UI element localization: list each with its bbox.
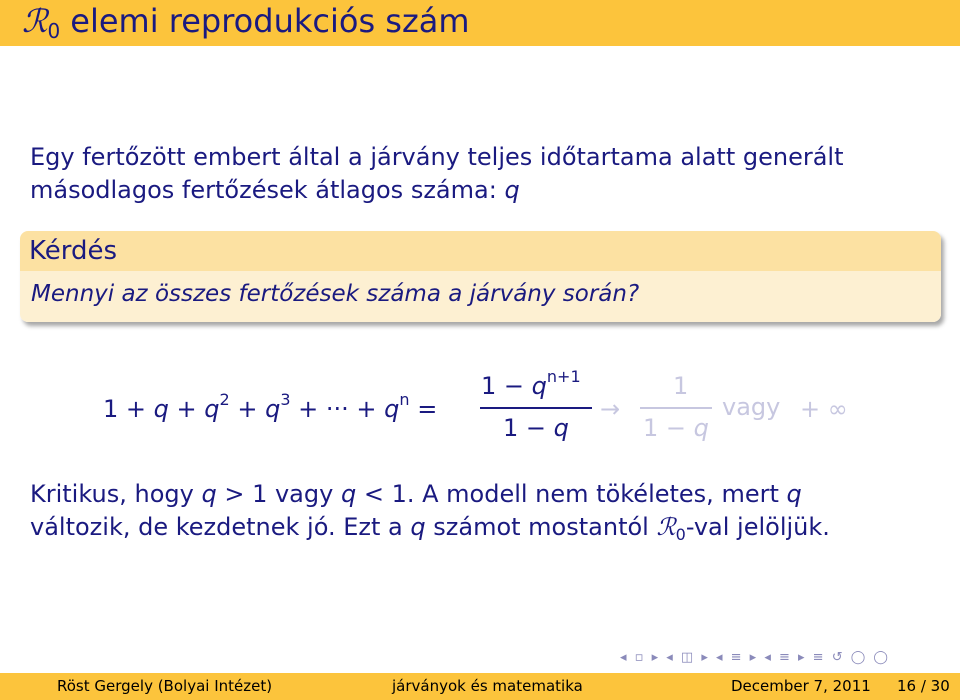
concl-l1-c: < 1. A modell nem tökéletes, mert [363,480,779,508]
eq-infinity: + ∞ [800,395,848,423]
frac1-num-one: 1 − [481,372,525,400]
question-body: Mennyi az összes fertőzések száma a járvány során? [20,271,941,322]
conclusion-paragraph [30,478,830,546]
slide-title [22,2,470,43]
frac2-denominator [643,414,709,442]
footer-author: Röst Gergely (Bolyai Intézet) [57,677,273,695]
frac1-denominator [503,414,569,442]
intro-line-2 [30,174,843,207]
eq-exp2: 2 [219,390,230,409]
limit-arrow: → [600,395,621,423]
concl-l1-q1: q [201,480,217,508]
frac1-line [480,407,592,409]
eq-plus1: + [176,395,197,423]
frac2-numerator: 1 [673,372,689,400]
conclusion-line-2 [30,511,830,546]
frac1-numerator [481,367,581,400]
concl-l2-q: q [410,513,426,541]
eq-q1: q [153,395,169,423]
concl-l2-b: számot mostantól [433,513,649,541]
concl-r-symbol: ℛ [656,513,676,541]
frac2-line [640,407,712,409]
frac1-num-q: q [531,372,547,400]
concl-r-subscript: 0 [675,525,686,544]
question-heading: Kérdés [20,231,941,271]
concl-l1-q2: q [340,480,357,508]
title-text: elemi reprodukciós szám [70,2,470,40]
beamer-navigation[interactable]: ◂ ▫ ▸ ◂ ◫ ▸ ◂ ≡ ▸ ◂ ≡ ▸ ≡ ↺ ◯ ◯ [620,650,890,665]
eq-vagy: vagy [722,393,781,421]
eq-plus3: + ··· + [298,395,377,423]
intro-paragraph [30,141,843,207]
footer-topic: járványok és matematika [392,677,583,695]
eq-one-plus: 1 + [103,395,147,423]
eq-equals: = [417,395,438,423]
title-bar [0,0,960,46]
eq-plus2: + [237,395,258,423]
intro-line-2-text: másodlagos fertőzések átlagos száma: [30,176,497,204]
footer-bar [0,673,960,700]
frac2-den-one: 1 − [643,414,687,442]
question-block [20,231,941,322]
r-subscript: 0 [47,19,61,43]
frac1-num-exp: n+1 [546,367,581,386]
concl-l2-a: változik, de kezdetnek jó. Ezt a [30,513,403,541]
intro-line-1: Egy fertőzött embert által a járvány teljes időtartama alatt generált [30,143,844,171]
footer-date: December 7, 2011 [731,677,871,695]
frac1-den-q: q [553,414,569,442]
conclusion-line-1 [30,478,830,511]
eq-q3: q [265,395,281,423]
eq-expn: n [399,390,410,409]
eq-q2: q [204,395,220,423]
concl-l1-b: > 1 vagy [224,480,334,508]
concl-l1-a: Kritikus, hogy [30,480,194,508]
r-symbol: ℛ [22,2,48,40]
frac1-den-one: 1 − [503,414,547,442]
concl-l1-q3: q [786,480,802,508]
concl-l2-c: -val jelöljük. [685,513,830,541]
footer-page: 16 / 30 [897,677,950,695]
equation-lhs [103,390,438,423]
intro-var-q: q [504,176,520,204]
eq-qn: q [384,395,400,423]
frac2-den-q: q [693,414,709,442]
eq-exp3: 3 [280,390,291,409]
